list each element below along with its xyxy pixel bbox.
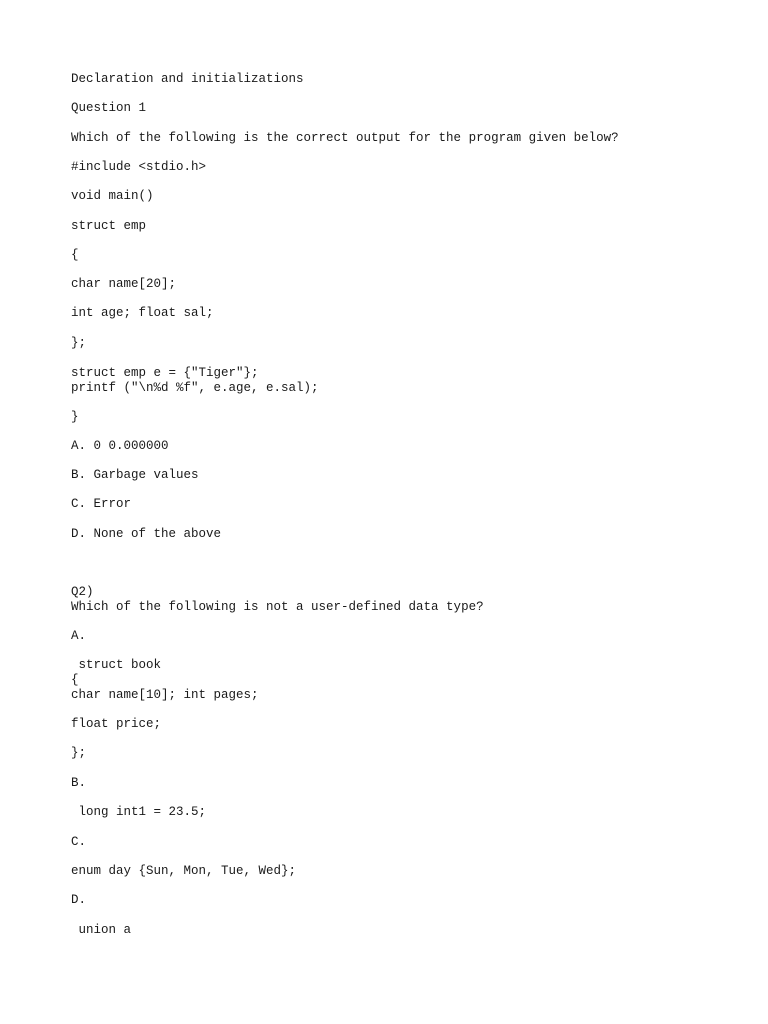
code-line: int age; float sal;	[71, 306, 214, 320]
code-line: printf ("\n%d %f", e.age, e.sal);	[71, 381, 319, 395]
code-line: struct emp	[71, 219, 147, 233]
answer-option-b: B. Garbage values	[71, 468, 199, 482]
document-heading: Declaration and initializations	[71, 72, 304, 86]
question-1-label: Question 1	[71, 101, 147, 115]
question-2-prompt: Which of the following is not a user-defined data type?	[71, 600, 484, 614]
code-line: struct emp e = {"Tiger"};	[71, 366, 259, 380]
answer-option-d: D. None of the above	[71, 527, 222, 541]
option-b-label: B.	[71, 776, 87, 790]
option-c-label: C.	[71, 835, 87, 849]
option-d-label: D.	[71, 893, 87, 907]
code-line: };	[71, 336, 87, 350]
option-a-label: A.	[71, 629, 87, 643]
question-2-label: Q2)	[71, 585, 94, 599]
question-1-prompt: Which of the following is the correct output for the program given below?	[71, 131, 619, 145]
code-line: float price;	[71, 717, 162, 731]
answer-option-a: A. 0 0.000000	[71, 439, 169, 453]
code-line: char name[10]; int pages;	[71, 688, 259, 702]
answer-option-c: C. Error	[71, 497, 132, 511]
code-line: long int1 = 23.5;	[71, 805, 207, 819]
code-line: union a	[71, 923, 132, 937]
code-line: };	[71, 746, 87, 760]
code-line: char name[20];	[71, 277, 177, 291]
code-line: void main()	[71, 189, 154, 203]
code-line: #include <stdio.h>	[71, 160, 207, 174]
code-line: enum day {Sun, Mon, Tue, Wed};	[71, 864, 297, 878]
code-line: {	[71, 673, 79, 687]
code-line: struct book	[71, 658, 162, 672]
code-line: {	[71, 248, 79, 262]
code-line: }	[71, 410, 79, 424]
